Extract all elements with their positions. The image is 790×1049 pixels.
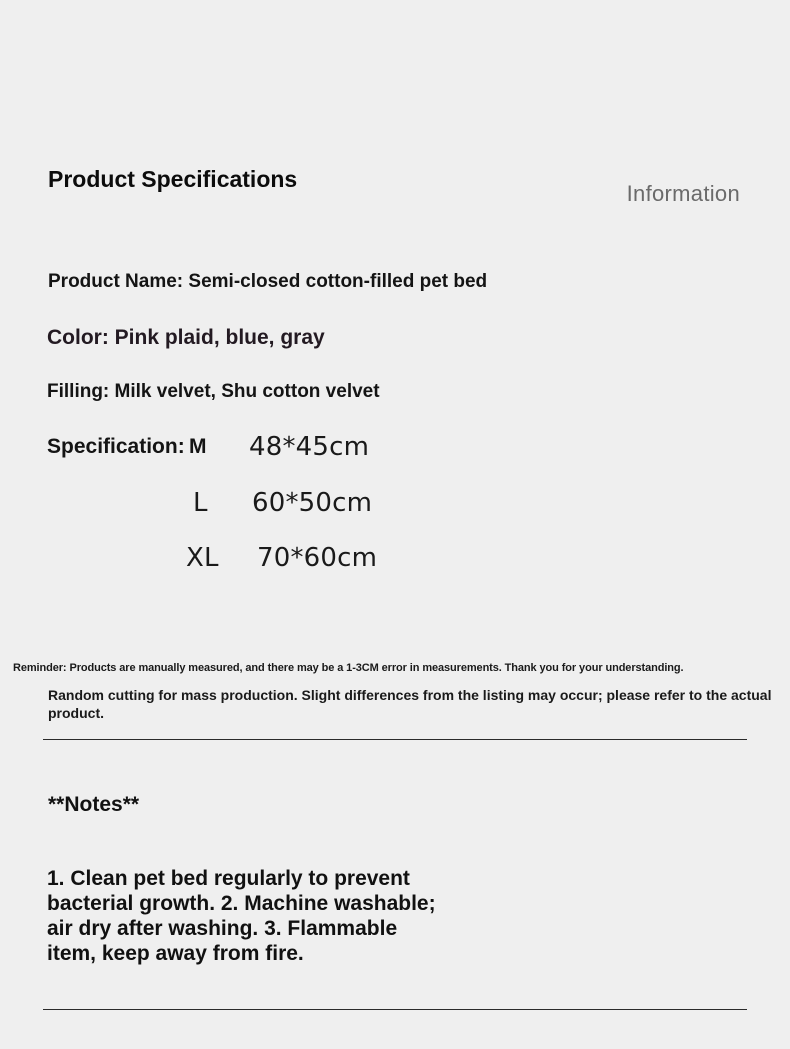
cutting-note: Random cutting for mass production. Slight differences from the listing may occur; please refer to the actual product. — [48, 687, 772, 721]
measurement-reminder: Reminder: Products are manually measured, and there may be a 1-3CM error in measurements. Thank you for your understanding. — [13, 662, 684, 674]
size-xl-label: XL — [186, 543, 219, 573]
product-color: Color: Pink plaid, blue, gray — [47, 326, 325, 349]
size-m-label: M — [189, 435, 207, 458]
notes-body: 1. Clean pet bed regularly to prevent bacterial growth. 2. Machine washable; air dry after washing. 3. Flammable item, keep away from fire. — [47, 867, 436, 965]
size-xl-dimensions: 70*60cm — [257, 543, 378, 573]
size-m-dimensions: 48*45cm — [249, 432, 370, 462]
divider — [43, 1009, 747, 1010]
divider — [43, 739, 747, 740]
size-l-label: L — [193, 488, 208, 518]
notes-heading: **Notes** — [48, 793, 140, 816]
information-label: Information — [626, 181, 740, 206]
specification-label: Specification: — [47, 435, 185, 458]
product-filling: Filling: Milk velvet, Shu cotton velvet — [47, 381, 380, 402]
product-name: Product Name: Semi-closed cotton-filled pet bed — [48, 271, 488, 292]
size-l-dimensions: 60*50cm — [252, 488, 373, 518]
page-title: Product Specifications — [48, 166, 298, 192]
